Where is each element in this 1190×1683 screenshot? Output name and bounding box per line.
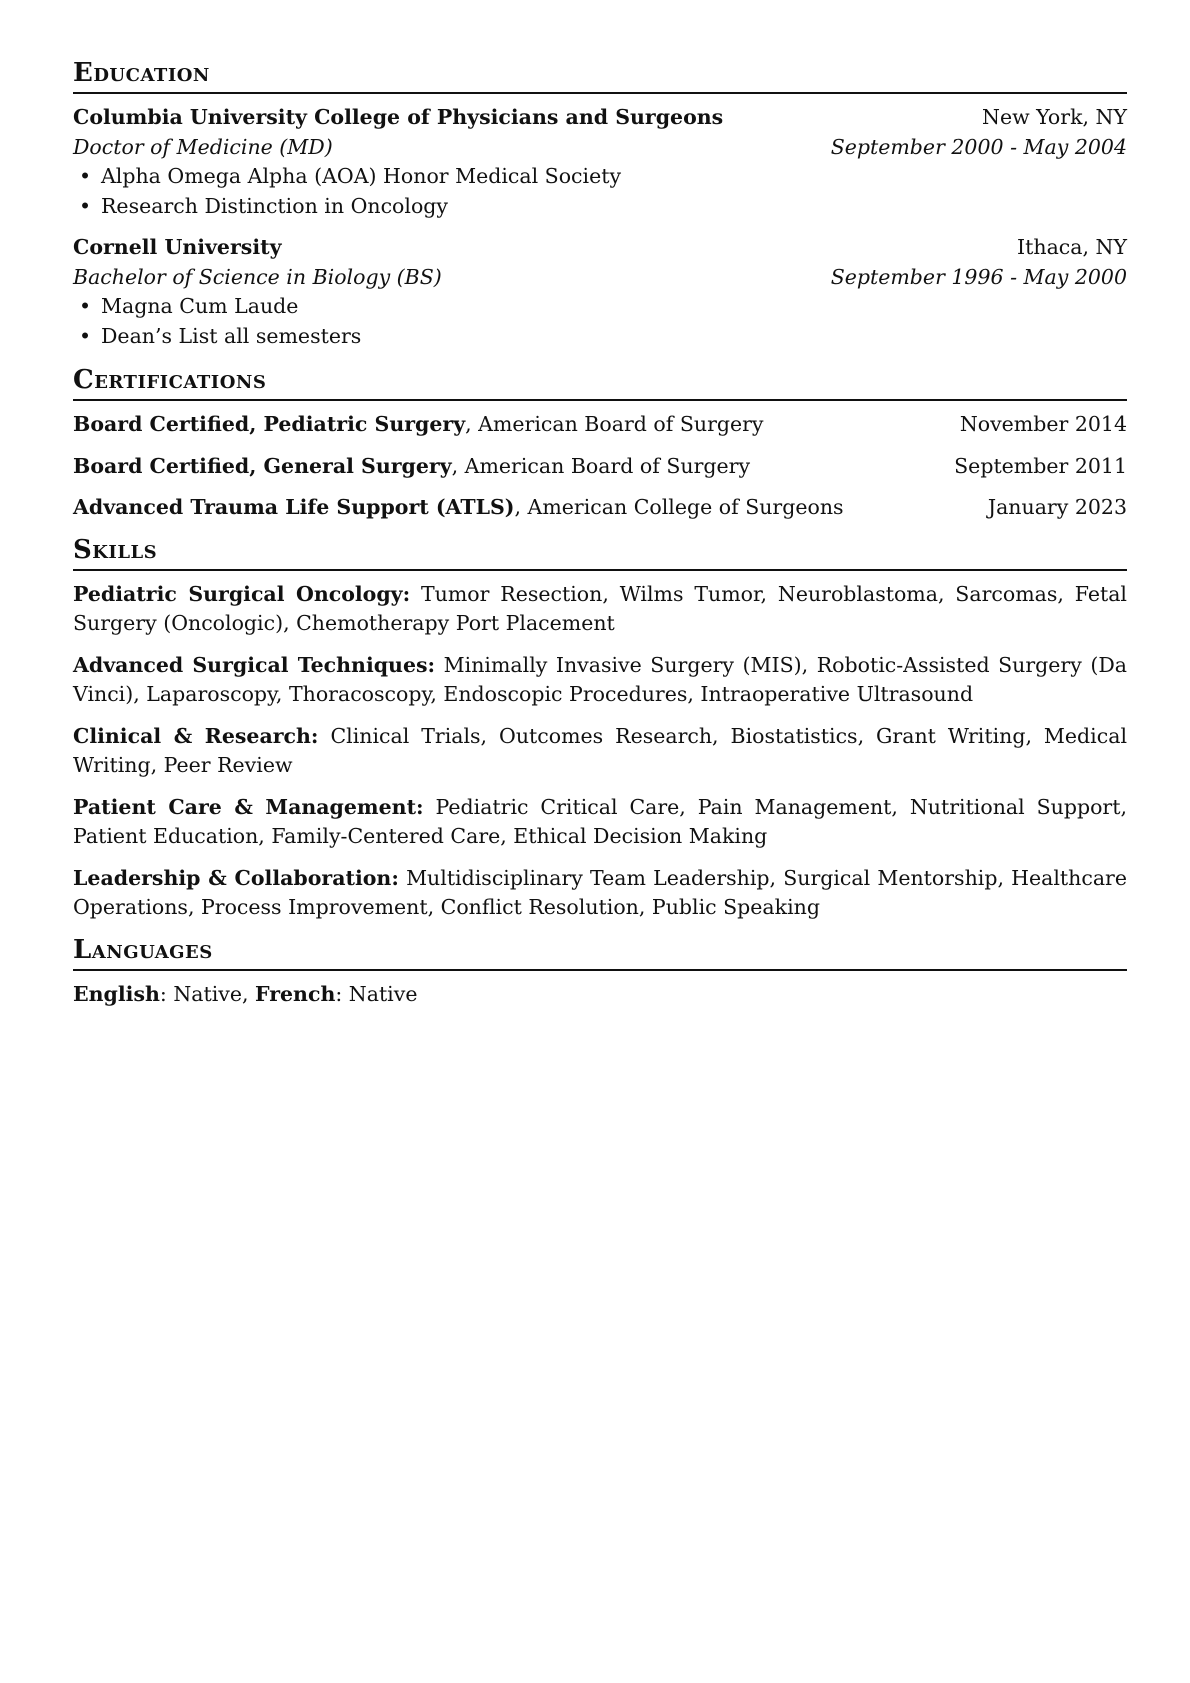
certification-date: November 2014 <box>959 412 1127 436</box>
language-level: : Native <box>335 981 418 1006</box>
education-entry-subheader <box>73 263 1127 293</box>
certification-issuer: , American Board of Surgery <box>451 453 751 478</box>
certifications-heading: Certifications <box>73 365 1127 401</box>
degree: Doctor of Medicine (MD) <box>73 134 333 159</box>
education-dates: September 1996 - May 2000 <box>830 264 1127 289</box>
certification-issuer: , American Board of Surgery <box>465 412 764 436</box>
skill-text: Multidisciplinary Team Leadership, Surgical Mentorship, Healthcare Operations, Process Improvement, Conflict Resolution, Public Speaking <box>73 865 1127 919</box>
school-name: Cornell University <box>73 235 282 259</box>
certification-row <box>73 410 1127 440</box>
honors-list <box>73 292 1127 351</box>
skill-entry <box>73 651 1127 710</box>
skills-heading: Skills <box>73 535 1127 571</box>
education-dates: September 2000 - May 2004 <box>830 134 1127 159</box>
skill-label: Patient Care & Management: <box>73 794 424 819</box>
language-name: French <box>255 981 336 1006</box>
skill-text: Pediatric Critical Care, Pain Management, Nutritional Support, Patient Education, Family-Centered Care, Ethical Decision Making <box>73 794 1127 848</box>
education-entry <box>73 233 1127 351</box>
language-level: : Native, <box>159 981 256 1006</box>
skill-entry <box>73 793 1127 852</box>
certification-row <box>73 493 1127 523</box>
certification-name: Board Certified, Pediatric Surgery <box>73 412 466 436</box>
school-location: New York, NY <box>982 105 1127 129</box>
language-name: English <box>73 981 160 1006</box>
languages-section <box>73 935 1127 1010</box>
honors-list <box>73 162 1127 221</box>
education-entry-subheader <box>73 133 1127 163</box>
list-item: • Research Distinction in Oncology <box>73 192 1127 222</box>
skill-text: Tumor Resection, Wilms Tumor, Neuroblastoma, Sarcomas, Fetal Surgery (Oncologic), Chemotherapy Port Placement <box>73 581 1127 635</box>
skills-section <box>73 535 1127 923</box>
skill-entry <box>73 722 1127 781</box>
skill-label: Pediatric Surgical Oncology: <box>73 581 411 606</box>
list-item: • Alpha Omega Alpha (AOA) Honor Medical Society <box>73 162 1127 192</box>
school-location: Ithaca, NY <box>1017 235 1127 259</box>
education-section <box>73 58 1127 351</box>
skill-text: Clinical Trials, Outcomes Research, Biostatistics, Grant Writing, Medical Writing, Peer Review <box>73 723 1127 777</box>
languages-heading: Languages <box>73 935 1127 971</box>
list-item: • Dean’s List all semesters <box>73 322 1127 352</box>
skill-entry <box>73 580 1127 639</box>
skill-text: Minimally Invasive Surgery (MIS), Robotic-Assisted Surgery (Da Vinci), Laparoscopy, Thoracoscopy, Endoscopic Procedures, Intraoperative Ultrasound <box>73 652 1127 706</box>
certification-row <box>73 452 1127 482</box>
certification-text <box>73 410 764 440</box>
certification-text <box>73 493 844 523</box>
languages-line <box>73 980 1127 1010</box>
certification-date: September 2011 <box>954 453 1127 478</box>
list-item: • Magna Cum Laude <box>73 292 1127 322</box>
skill-label: Advanced Surgical Techniques: <box>73 652 436 677</box>
school-name: Columbia University College of Physicians and Surgeons <box>73 105 724 129</box>
education-entry <box>73 103 1127 221</box>
certification-name: Advanced Trauma Life Support (ATLS) <box>73 495 515 519</box>
skill-label: Clinical & Research: <box>73 723 319 748</box>
degree: Bachelor of Science in Biology (BS) <box>73 264 442 289</box>
resume-page <box>73 58 1127 1023</box>
certification-text <box>73 452 750 482</box>
certifications-section <box>73 365 1127 523</box>
certification-name: Board Certified, General Surgery <box>73 453 452 478</box>
education-entry-header <box>73 103 1127 133</box>
skill-entry <box>73 864 1127 923</box>
education-heading: Education <box>73 58 1127 94</box>
certification-issuer: , American College of Surgeons <box>514 495 844 519</box>
skill-label: Leadership & Collaboration: <box>73 865 399 890</box>
education-entry-header <box>73 233 1127 263</box>
certification-date: January 2023 <box>987 495 1127 519</box>
